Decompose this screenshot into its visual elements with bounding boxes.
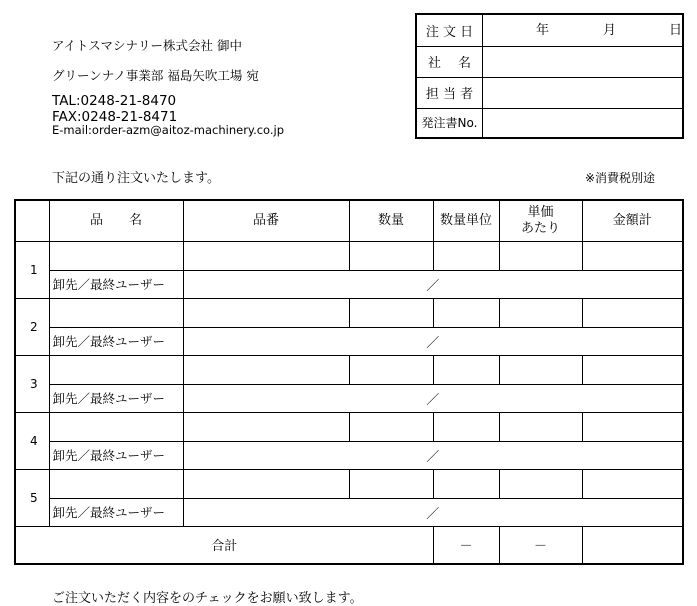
quantity-unit-cell[interactable] <box>433 241 499 270</box>
recipient-fax: FAX:0248-21-8471 <box>52 109 178 125</box>
total-unit-price: － <box>499 526 582 564</box>
header-unit-price-line1: 単価 <box>527 205 554 221</box>
total-quantity-unit: － <box>433 526 499 564</box>
row-number-2: 2 <box>15 298 49 355</box>
quantity-unit-cell[interactable] <box>433 412 499 441</box>
destination-row-3 <box>15 384 683 412</box>
destination-cell[interactable] <box>183 441 683 469</box>
header-amount: 金額計 <box>582 200 683 241</box>
row-number-4: 4 <box>15 412 49 469</box>
unit-price-cell[interactable] <box>499 412 582 441</box>
quantity-cell[interactable] <box>349 298 433 327</box>
product-name-cell[interactable] <box>49 469 183 498</box>
recipient-tel: TAL:0248-21-8470 <box>52 93 177 109</box>
intro-text: 下記の通り注文いたします。 <box>52 171 220 186</box>
footer-note: ご注文いただく内容をのチェックをお願い致します。 <box>52 591 363 606</box>
product-number-cell[interactable] <box>183 298 349 327</box>
total-label: 合計 <box>15 526 433 564</box>
unit-price-cell[interactable] <box>499 355 582 384</box>
quantity-cell[interactable] <box>349 469 433 498</box>
header-unit-price <box>499 200 582 241</box>
order-date-day: 日 <box>669 23 683 38</box>
order-date-month: 月 <box>603 23 617 38</box>
destination-label: 卸先／最終ユーザー <box>49 270 183 298</box>
unit-price-cell[interactable] <box>499 469 582 498</box>
header-product-number: 品番 <box>183 200 349 241</box>
order-table <box>14 199 684 565</box>
unit-price-cell[interactable] <box>499 241 582 270</box>
destination-row-5 <box>15 498 683 526</box>
destination-cell[interactable] <box>183 498 683 526</box>
header-product-name: 品 名 <box>49 200 183 241</box>
amount-cell[interactable] <box>582 469 683 498</box>
item-row-1 <box>15 241 683 270</box>
quantity-unit-cell[interactable] <box>433 355 499 384</box>
total-row <box>15 526 683 564</box>
order-number-row <box>417 108 682 137</box>
destination-cell[interactable] <box>183 270 683 298</box>
quantity-cell[interactable] <box>349 412 433 441</box>
order-date-label: 注 文 日 <box>417 15 483 46</box>
person-in-charge-row <box>417 77 682 109</box>
destination-row-4 <box>15 441 683 469</box>
quantity-cell[interactable] <box>349 241 433 270</box>
person-in-charge-label: 担 当 者 <box>417 77 483 108</box>
item-row-3 <box>15 355 683 384</box>
order-info-box <box>415 13 684 139</box>
destination-separator: ／ <box>426 449 440 465</box>
destination-separator: ／ <box>426 278 440 294</box>
header-quantity: 数量 <box>349 200 433 241</box>
header-quantity-unit: 数量単位 <box>433 200 499 241</box>
recipient-email: E-mail:order-azm@aitoz-machinery.co.jp <box>52 123 285 137</box>
destination-label: 卸先／最終ユーザー <box>49 498 183 526</box>
product-number-cell[interactable] <box>183 241 349 270</box>
item-row-5 <box>15 469 683 498</box>
product-number-cell[interactable] <box>183 469 349 498</box>
item-row-2 <box>15 298 683 327</box>
destination-cell[interactable] <box>183 327 683 355</box>
destination-label: 卸先／最終ユーザー <box>49 441 183 469</box>
destination-separator: ／ <box>426 392 440 408</box>
destination-separator: ／ <box>426 506 440 522</box>
product-name-cell[interactable] <box>49 298 183 327</box>
company-name-row <box>417 46 682 78</box>
quantity-unit-cell[interactable] <box>433 298 499 327</box>
amount-cell[interactable] <box>582 355 683 384</box>
tax-note: ※消費税別途 <box>585 171 656 185</box>
unit-price-cell[interactable] <box>499 298 582 327</box>
product-number-cell[interactable] <box>183 355 349 384</box>
destination-label: 卸先／最終ユーザー <box>49 384 183 412</box>
destination-separator: ／ <box>426 335 440 351</box>
header-unit-price-line2: あたり <box>520 220 560 236</box>
amount-cell[interactable] <box>582 241 683 270</box>
recipient-company: アイトスマシナリー株式会社 御中 <box>52 38 242 53</box>
total-amount-cell[interactable] <box>582 526 683 564</box>
product-name-cell[interactable] <box>49 412 183 441</box>
order-date-row <box>417 15 682 47</box>
product-number-cell[interactable] <box>183 412 349 441</box>
recipient-department: グリーンナノ事業部 福島矢吹工場 宛 <box>52 68 259 83</box>
row-number-5: 5 <box>15 469 49 526</box>
item-row-4 <box>15 412 683 441</box>
product-name-cell[interactable] <box>49 241 183 270</box>
company-name-label: 社 名 <box>417 46 483 77</box>
row-number-3: 3 <box>15 355 49 412</box>
quantity-unit-cell[interactable] <box>433 469 499 498</box>
destination-row-2 <box>15 327 683 355</box>
quantity-cell[interactable] <box>349 355 433 384</box>
header-row-number <box>15 200 49 241</box>
order-date-year: 年 <box>536 23 550 38</box>
order-number-label: 発注書No. <box>417 108 483 137</box>
row-number-1: 1 <box>15 241 49 298</box>
amount-cell[interactable] <box>582 298 683 327</box>
product-name-cell[interactable] <box>49 355 183 384</box>
destination-label: 卸先／最終ユーザー <box>49 327 183 355</box>
table-header-row <box>15 200 683 241</box>
destination-row-1 <box>15 270 683 298</box>
destination-cell[interactable] <box>183 384 683 412</box>
amount-cell[interactable] <box>582 412 683 441</box>
